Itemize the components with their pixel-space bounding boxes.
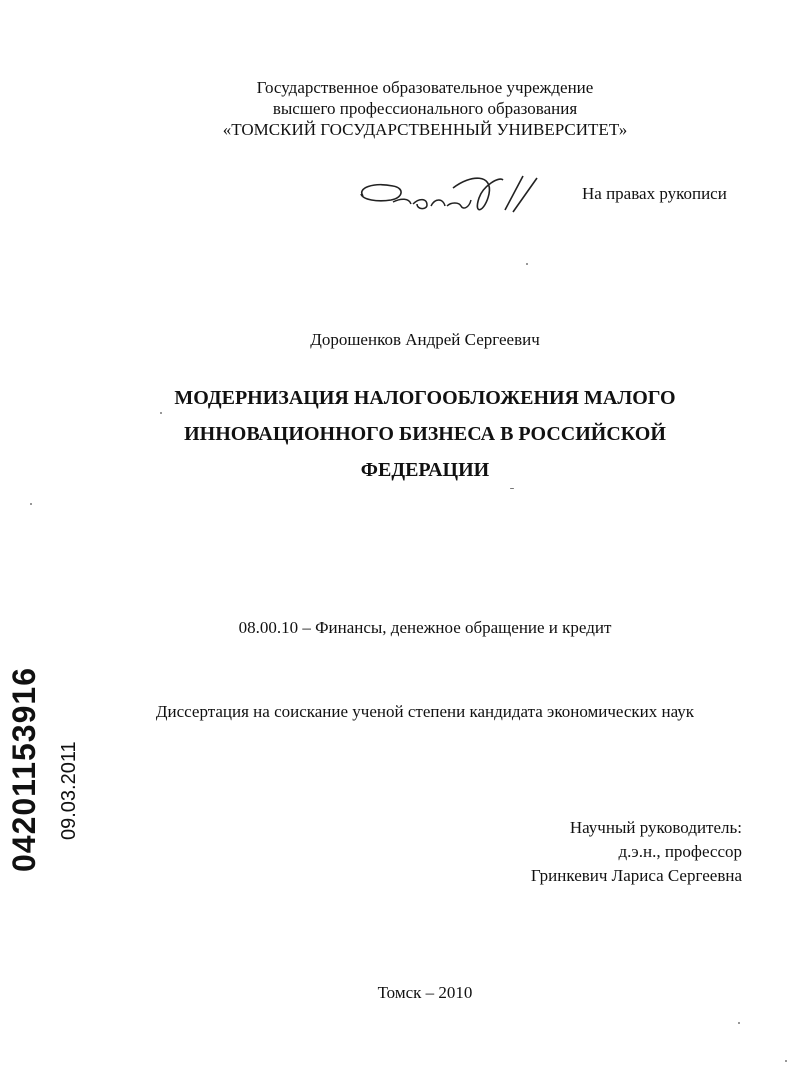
scan-speck bbox=[30, 503, 32, 505]
city-year: Томск – 2010 bbox=[377, 983, 473, 1002]
author-name: Дорошенков Андрей Сергеевич bbox=[310, 330, 540, 349]
scan-speck bbox=[510, 488, 514, 489]
library-stamp-date: 09.03.2011 bbox=[58, 741, 80, 840]
institution-line-3: «ТОМСКИЙ ГОСУДАРСТВЕННЫЙ УНИВЕРСИТЕТ» bbox=[222, 120, 628, 139]
institution-line-2: высшего профессионального образования bbox=[272, 99, 578, 118]
institution-line-1: Государственное образовательное учреждение bbox=[256, 78, 594, 97]
author-signature bbox=[353, 168, 543, 228]
thesis-title-line-3: ФЕДЕРАЦИИ bbox=[360, 459, 490, 481]
advisor-name: Гринкевич Лариса Сергеевна bbox=[530, 866, 742, 885]
scan-speck bbox=[785, 1060, 787, 1062]
thesis-title-line-1: МОДЕРНИЗАЦИЯ НАЛОГООБЛОЖЕНИЯ МАЛОГО bbox=[174, 387, 676, 409]
thesis-title-line-2: ИННОВАЦИОННОГО БИЗНЕСА В РОССИЙСКОЙ bbox=[184, 423, 666, 445]
degree-statement: Диссертация на соискание ученой степени кандидата экономических наук bbox=[155, 702, 695, 721]
scan-speck bbox=[160, 412, 162, 414]
institution-header bbox=[150, 78, 700, 141]
scan-speck bbox=[526, 263, 528, 265]
library-stamp-number: 04201153916 bbox=[6, 667, 42, 872]
scan-speck bbox=[738, 1022, 740, 1024]
specialty-code: 08.00.10 – Финансы, денежное обращение и кредит bbox=[238, 618, 612, 637]
manuscript-rights-note: На правах рукописи bbox=[582, 184, 727, 203]
advisor-credentials: д.э.н., профессор bbox=[618, 842, 742, 861]
thesis-title bbox=[120, 380, 730, 488]
scientific-advisor bbox=[420, 818, 742, 890]
advisor-role: Научный руководитель: bbox=[569, 818, 742, 837]
